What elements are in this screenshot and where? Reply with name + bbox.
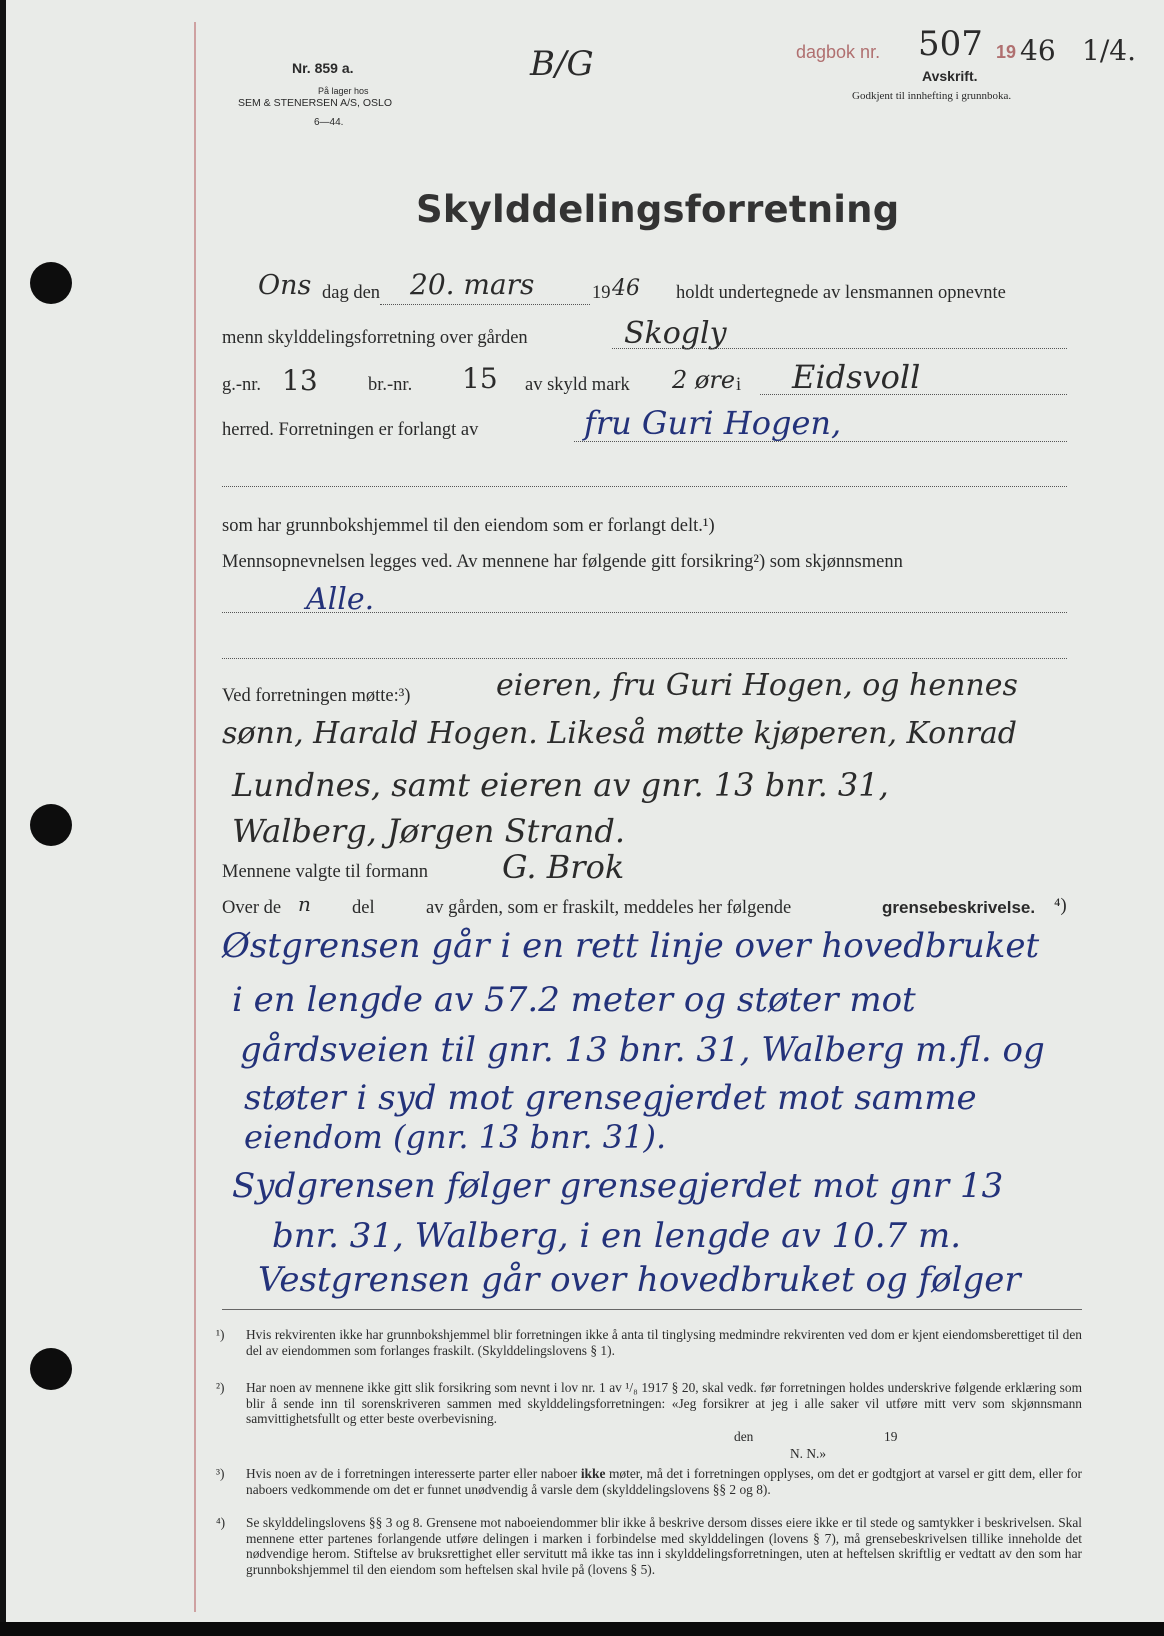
grensebeskrivelse-sup: ⁴) xyxy=(1054,896,1067,916)
footnote-2-den: den xyxy=(734,1429,754,1444)
line1-year-printed: 19 xyxy=(592,283,611,303)
weekday-written: Ons xyxy=(258,270,312,301)
document-title: Skylddelingsforretning xyxy=(416,188,900,231)
document-page: Nr. 859 a. På lager hos SEM & STENERSEN A/S, OSLO 6—44. B/G dagbok nr. 507 19 46 1/4. Avskrift. Godkjent til innhefting i grunnboka. Skylddelingsforretning Ons dag den 20. mars 19 46 holdt undertegnede av lensmannen opnevnte menn skylddelingsforretning over gården Skogly g.-nr. 13 br.-nr. 15 av skyld mark 2 øre i Eidsvoll herred. Forretningen er forlangt av fru Guri Hogen, som har grunnbokshjemmel til den eiendom som er forlangt delt.¹) Mennsopnevnelsen legges ved. Av mennene har følgende gitt forsikring²) som skjønnsmenn Alle. Ved forretningen møtte:³) eieren, fru Guri Hogen, og hennes sønn, Harald Hogen. Likeså møtte kjøperen, Konrad Lundnes, samt eieren av gnr. 13 bnr. 31, Walberg, Jørgen Strand. Mennene valgte til formann G. Brok Over de n del av gården, som er fraskilt, meddeles her følgende grensebeskrivelse. ⁴) Østgrensen går i en rett linje over hovedbruket i en lengde av 57.2 meter og støter mot gårdsveien til gnr. 13 bnr. 31, Walberg m.fl. og støter i syd mot grensegjerdet mot samme eiendom (gnr. 13 bnr. 31). Sydgrensen følger grensegjerdet mot gnr 13 bnr. 31, Walberg, i en lengde av 10.7 m. Vestgrensen går over hovedbruket og følger ¹) Hvis rekvirenten ikke har grunnbokshjemmel blir forretningen ikke å anta til tinglysing medmindre rekvirenten ved dom er kjent eiendomsberettiget til den del av eiendommen som forlanges fraskilt. (Skylddelingslovens § 1). ²) Har noen av mennene ikke gitt slik forsikring som nevnt i lov nr. 1 av ¹/₈ 1917 § 20, skal vedk. før forretningen holdes underskrive følgende erklæring som blir å sende inn til sorenskriveren sammen med skylddelingsforretningen: «Jeg forsikrer at jeg i alle saker vil utføre mitt verv som skjønnsmann samvittighetsfullt og etter beste overbevisning. den 19 N. N.» ³) Hvis noen av de i forretningen interesserte parter eller naboer ikke møter, må det i forretningen opplyses, om det er godtgjort at varsel er gitt dem, eller for naboers vedkommende om det er funnet unødvendig å varsle dem (skylddelingslovens §§ 2 og 8). ⁴) Se skylddelingslovens §§ 3 og 8. Grensene mot naboeiendommer blir ikke å beskrive dersom disses eiere ikke er til stede og samtykker i beskrivelsen. Skal mennene etter partenes forlangende utføre delingen i marken i forbindelse med skylddelingen (lovens § 7), må grensebeskrivelsen tillike inneholde det nødvendige herom. Stiftelse av bruksrettighet eller servitutt må ikke tas inn i skylddelingsforretningen, uten at heftelsen skriftlig er vedtatt av den som har grunnbokshjemmel til den eiendom som heftelsen skal hvile på (lovens § 5). xyxy=(0,0,1164,1636)
line6-text: Mennsopnevnelsen legges ved. Av mennene har følgende gitt forsikring²) som skjønnsmenn xyxy=(222,552,903,572)
line7b-dots xyxy=(222,658,1067,659)
line13-text: av gården, som er fraskilt, meddeles her følgende xyxy=(426,898,792,918)
desc-line-2: i en lengde av 57.2 meter og støter mot xyxy=(232,980,916,1020)
line13-del: del xyxy=(352,898,375,918)
punch-hole-bottom xyxy=(30,1348,72,1390)
date-written-field: 20. mars xyxy=(410,268,535,301)
attended-line2: sønn, Harald Hogen. Likeså møtte kjøperen, Konrad xyxy=(222,716,1017,751)
bnr-value: 15 xyxy=(462,362,498,395)
desc-line-4: støter i syd mot grensegjerdet mot samme xyxy=(244,1078,977,1118)
line2-text: menn skylddelingsforretning over gården xyxy=(222,328,528,348)
attended-line4: Walberg, Jørgen Strand. xyxy=(232,812,625,850)
bnr-label: br.-nr. xyxy=(368,375,413,395)
line13-a: Over de xyxy=(222,898,282,918)
line7-dots xyxy=(222,612,1067,613)
godkjent-label: Godkjent til innhefting i grunnboka. xyxy=(852,90,1012,102)
skyld-value: 2 øre xyxy=(672,366,736,394)
line5-text: som har grunnbokshjemmel til den eiendom som er forlangt delt.¹) xyxy=(222,516,715,536)
desc-line-7: bnr. 31, Walberg, i en lengde av 10.7 m. xyxy=(272,1216,962,1256)
line1-dots xyxy=(380,304,590,305)
publisher-line1: På lager hos xyxy=(318,86,369,96)
line4-dots xyxy=(574,441,1067,442)
farm-name: Skogly xyxy=(624,316,727,351)
form-number: Nr. 859 a. xyxy=(292,60,354,76)
dagbok-number: 507 xyxy=(918,24,983,64)
skyld-label: av skyld mark xyxy=(525,375,630,395)
publisher-line2: SEM & STENERSEN A/S, OSLO xyxy=(238,97,393,109)
desc-line-6: Sydgrensen følger grensegjerdet mot gnr 13 xyxy=(232,1166,1004,1206)
footnote-2-nn: N. N.» xyxy=(790,1446,827,1461)
line3-dots xyxy=(760,394,1067,395)
chairman-name: G. Brok xyxy=(502,848,625,886)
attended-label: Ved forretningen møtte:³) xyxy=(222,686,411,706)
gnr-value: 13 xyxy=(282,364,318,397)
attended-line1: eieren, fru Guri Hogen, og hennes xyxy=(496,668,1018,703)
line4b-dots xyxy=(222,486,1067,487)
i-label: i xyxy=(736,375,742,395)
gnr-label: g.-nr. xyxy=(222,375,262,395)
desc-line-1: Østgrensen går i en rett linje over hovedbruket xyxy=(222,926,1040,966)
desc-line-8: Vestgrensen går over hovedbruket og følger xyxy=(258,1260,1021,1300)
line1-text: holdt undertegnede av lensmannen opnevnte xyxy=(676,283,1006,303)
chairman-label: Mennene valgte til formann xyxy=(222,862,429,882)
punch-hole-middle xyxy=(30,804,72,846)
desc-line-3: gårdsveien til gnr. 13 bnr. 31, Walberg m.fl. og xyxy=(240,1030,1045,1070)
grensebeskrivelse-label: grensebeskrivelse. xyxy=(882,898,1036,917)
requester: fru Guri Hogen, xyxy=(584,404,842,442)
initials: B/G xyxy=(530,44,594,84)
assessors-written: Alle. xyxy=(306,582,375,617)
footnote-2-year: 19 xyxy=(884,1429,898,1444)
municipality: Eidsvoll xyxy=(792,358,921,396)
scan-edge-left xyxy=(0,0,6,1636)
footnote-rule xyxy=(222,1309,1082,1310)
line1-dag-den: dag den xyxy=(322,283,381,303)
year-written: 46 xyxy=(1020,34,1056,67)
desc-line-5: eiendom (gnr. 13 bnr. 31). xyxy=(244,1118,667,1156)
avskrift-label: Avskrift. xyxy=(922,68,978,84)
publisher-date: 6—44. xyxy=(314,117,344,128)
line13-n: n xyxy=(298,892,311,916)
scan-edge-bottom xyxy=(0,1622,1164,1636)
margin-rule xyxy=(194,22,196,1612)
dagbok-label: dagbok nr. xyxy=(796,42,881,62)
date-written: 1/4. xyxy=(1082,34,1136,67)
line4-text: herred. Forretningen er forlangt av xyxy=(222,420,479,440)
punch-hole-top xyxy=(30,262,72,304)
attended-line3: Lundnes, samt eieren av gnr. 13 bnr. 31, xyxy=(232,766,889,804)
line2-dots xyxy=(612,348,1067,349)
line1-year-written: 46 xyxy=(612,276,640,301)
year-printed: 19 xyxy=(996,42,1017,62)
